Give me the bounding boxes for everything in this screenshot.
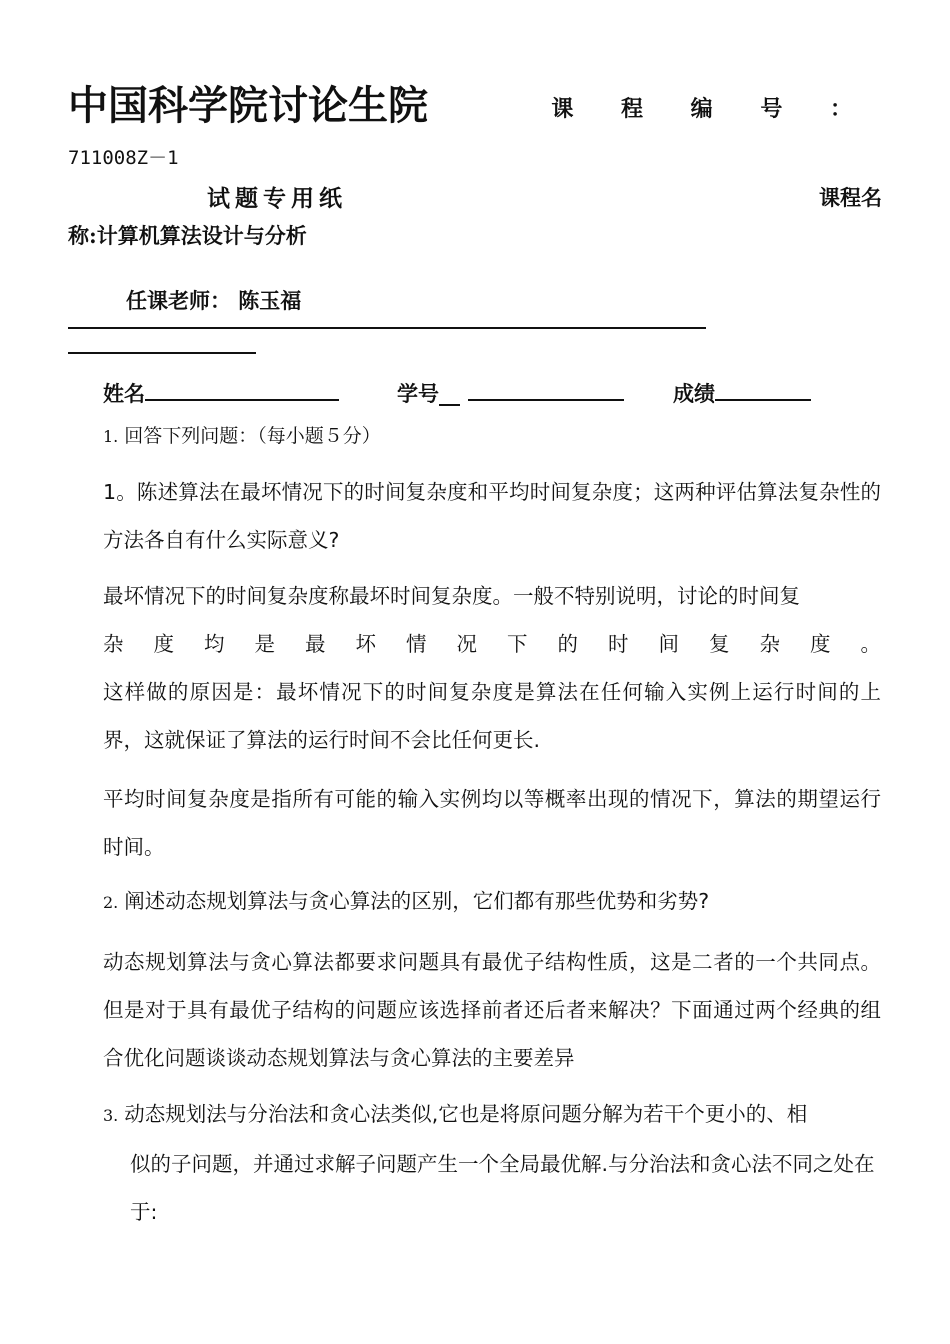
spaced-char: 度 bbox=[810, 632, 831, 656]
spaced-char: 时 bbox=[608, 632, 629, 656]
spaced-char: 间 bbox=[658, 632, 679, 656]
answer-1-line-1: 最坏情况下的时间复杂度称最坏时间复杂度。一般不特别说明，讨论的时间复 bbox=[103, 584, 800, 608]
spaced-char: 况 bbox=[456, 632, 477, 656]
institution-title: 中国科学院讨论生院 bbox=[68, 82, 428, 129]
score-field[interactable] bbox=[673, 377, 811, 408]
question-1: 1。陈述算法在最坏情况下的时间复杂度和平均时间复杂度；这两种评估算法复杂性的方法各自有什么实际意义? bbox=[103, 480, 881, 552]
answer-2: 动态规划算法与贪心算法都要求问题具有最优子结构性质，这是二者的一个共同点。但是对于具有最优子结构的问题应该选择前者还后者来解决？下面通过两个经典的组合优化问题谈谈动态规划算法与贪心算法的主要差异 bbox=[103, 950, 881, 1070]
student-info-fields bbox=[103, 377, 863, 407]
section-heading bbox=[103, 421, 381, 448]
spaced-char: 是 bbox=[254, 632, 275, 656]
course-number-label: 课 程 编 号 ： bbox=[551, 96, 872, 122]
answer-1-paragraph-2: 平均时间复杂度是指所有可能的输入实例均以等概率出现的情况下，算法的期望运行时间。 bbox=[103, 787, 881, 859]
course-name-label: 课程名 bbox=[819, 185, 882, 210]
spaced-char: 均 bbox=[204, 632, 225, 656]
course-number: 711008Z－1 bbox=[68, 147, 179, 169]
spaced-char: 杂 bbox=[759, 632, 780, 656]
spaced-char: 下 bbox=[507, 632, 528, 656]
spaced-char: 复 bbox=[709, 632, 730, 656]
spaced-char: 度 bbox=[153, 632, 174, 656]
student-id-field[interactable] bbox=[397, 377, 624, 408]
section-heading-text: 回答下列问题：（每小题５分） bbox=[124, 425, 381, 447]
course-name: 称:计算机算法设计与分析 bbox=[68, 223, 307, 248]
section-heading-number: 1. bbox=[103, 427, 119, 446]
question-2-text: 阐述动态规划算法与贪心算法的区别，它们都有那些优势和劣势? bbox=[124, 889, 710, 913]
spaced-char: 坏 bbox=[355, 632, 376, 656]
answer-1-spaced-line bbox=[103, 620, 881, 668]
spaced-char: 最 bbox=[305, 632, 326, 656]
name-blank[interactable] bbox=[145, 377, 339, 401]
spaced-char: 情 bbox=[406, 632, 427, 656]
spaced-char: 的 bbox=[557, 632, 578, 656]
question-3 bbox=[103, 1090, 881, 1236]
paper-label: 试题专用纸 bbox=[207, 185, 347, 212]
teacher-line: 任课老师： 陈玉福 bbox=[126, 288, 302, 313]
question-2-number: 2. bbox=[103, 893, 119, 912]
spaced-char: 杂 bbox=[103, 632, 124, 656]
spaced-char: 。 bbox=[860, 632, 881, 656]
student-id-label: 学号__ bbox=[397, 381, 460, 406]
answer-1-rest: 这样做的原因是：最坏情况下的时间复杂度是算法在任何输入实例上运行时间的上界，这就保证了算法的运行时间不会比任何更长. bbox=[103, 680, 881, 752]
divider-line bbox=[68, 327, 706, 329]
student-id-blank[interactable] bbox=[468, 377, 624, 401]
score-label: 成绩 bbox=[673, 381, 715, 406]
question-3-line-1: 动态规划法与分治法和贪心法类似,它也是将原问题分解为若干个更小的、相 bbox=[124, 1102, 808, 1126]
question-2 bbox=[103, 884, 709, 914]
name-label: 姓名 bbox=[103, 381, 145, 406]
question-3-rest: 似的子问题，并通过求解子问题产生一个全局最优解.与分治法和贪心法不同之处在于: bbox=[130, 1152, 875, 1224]
name-field[interactable] bbox=[103, 377, 339, 408]
divider-line-short bbox=[68, 352, 256, 354]
score-blank[interactable] bbox=[715, 377, 811, 401]
question-3-number: 3. bbox=[103, 1106, 119, 1125]
